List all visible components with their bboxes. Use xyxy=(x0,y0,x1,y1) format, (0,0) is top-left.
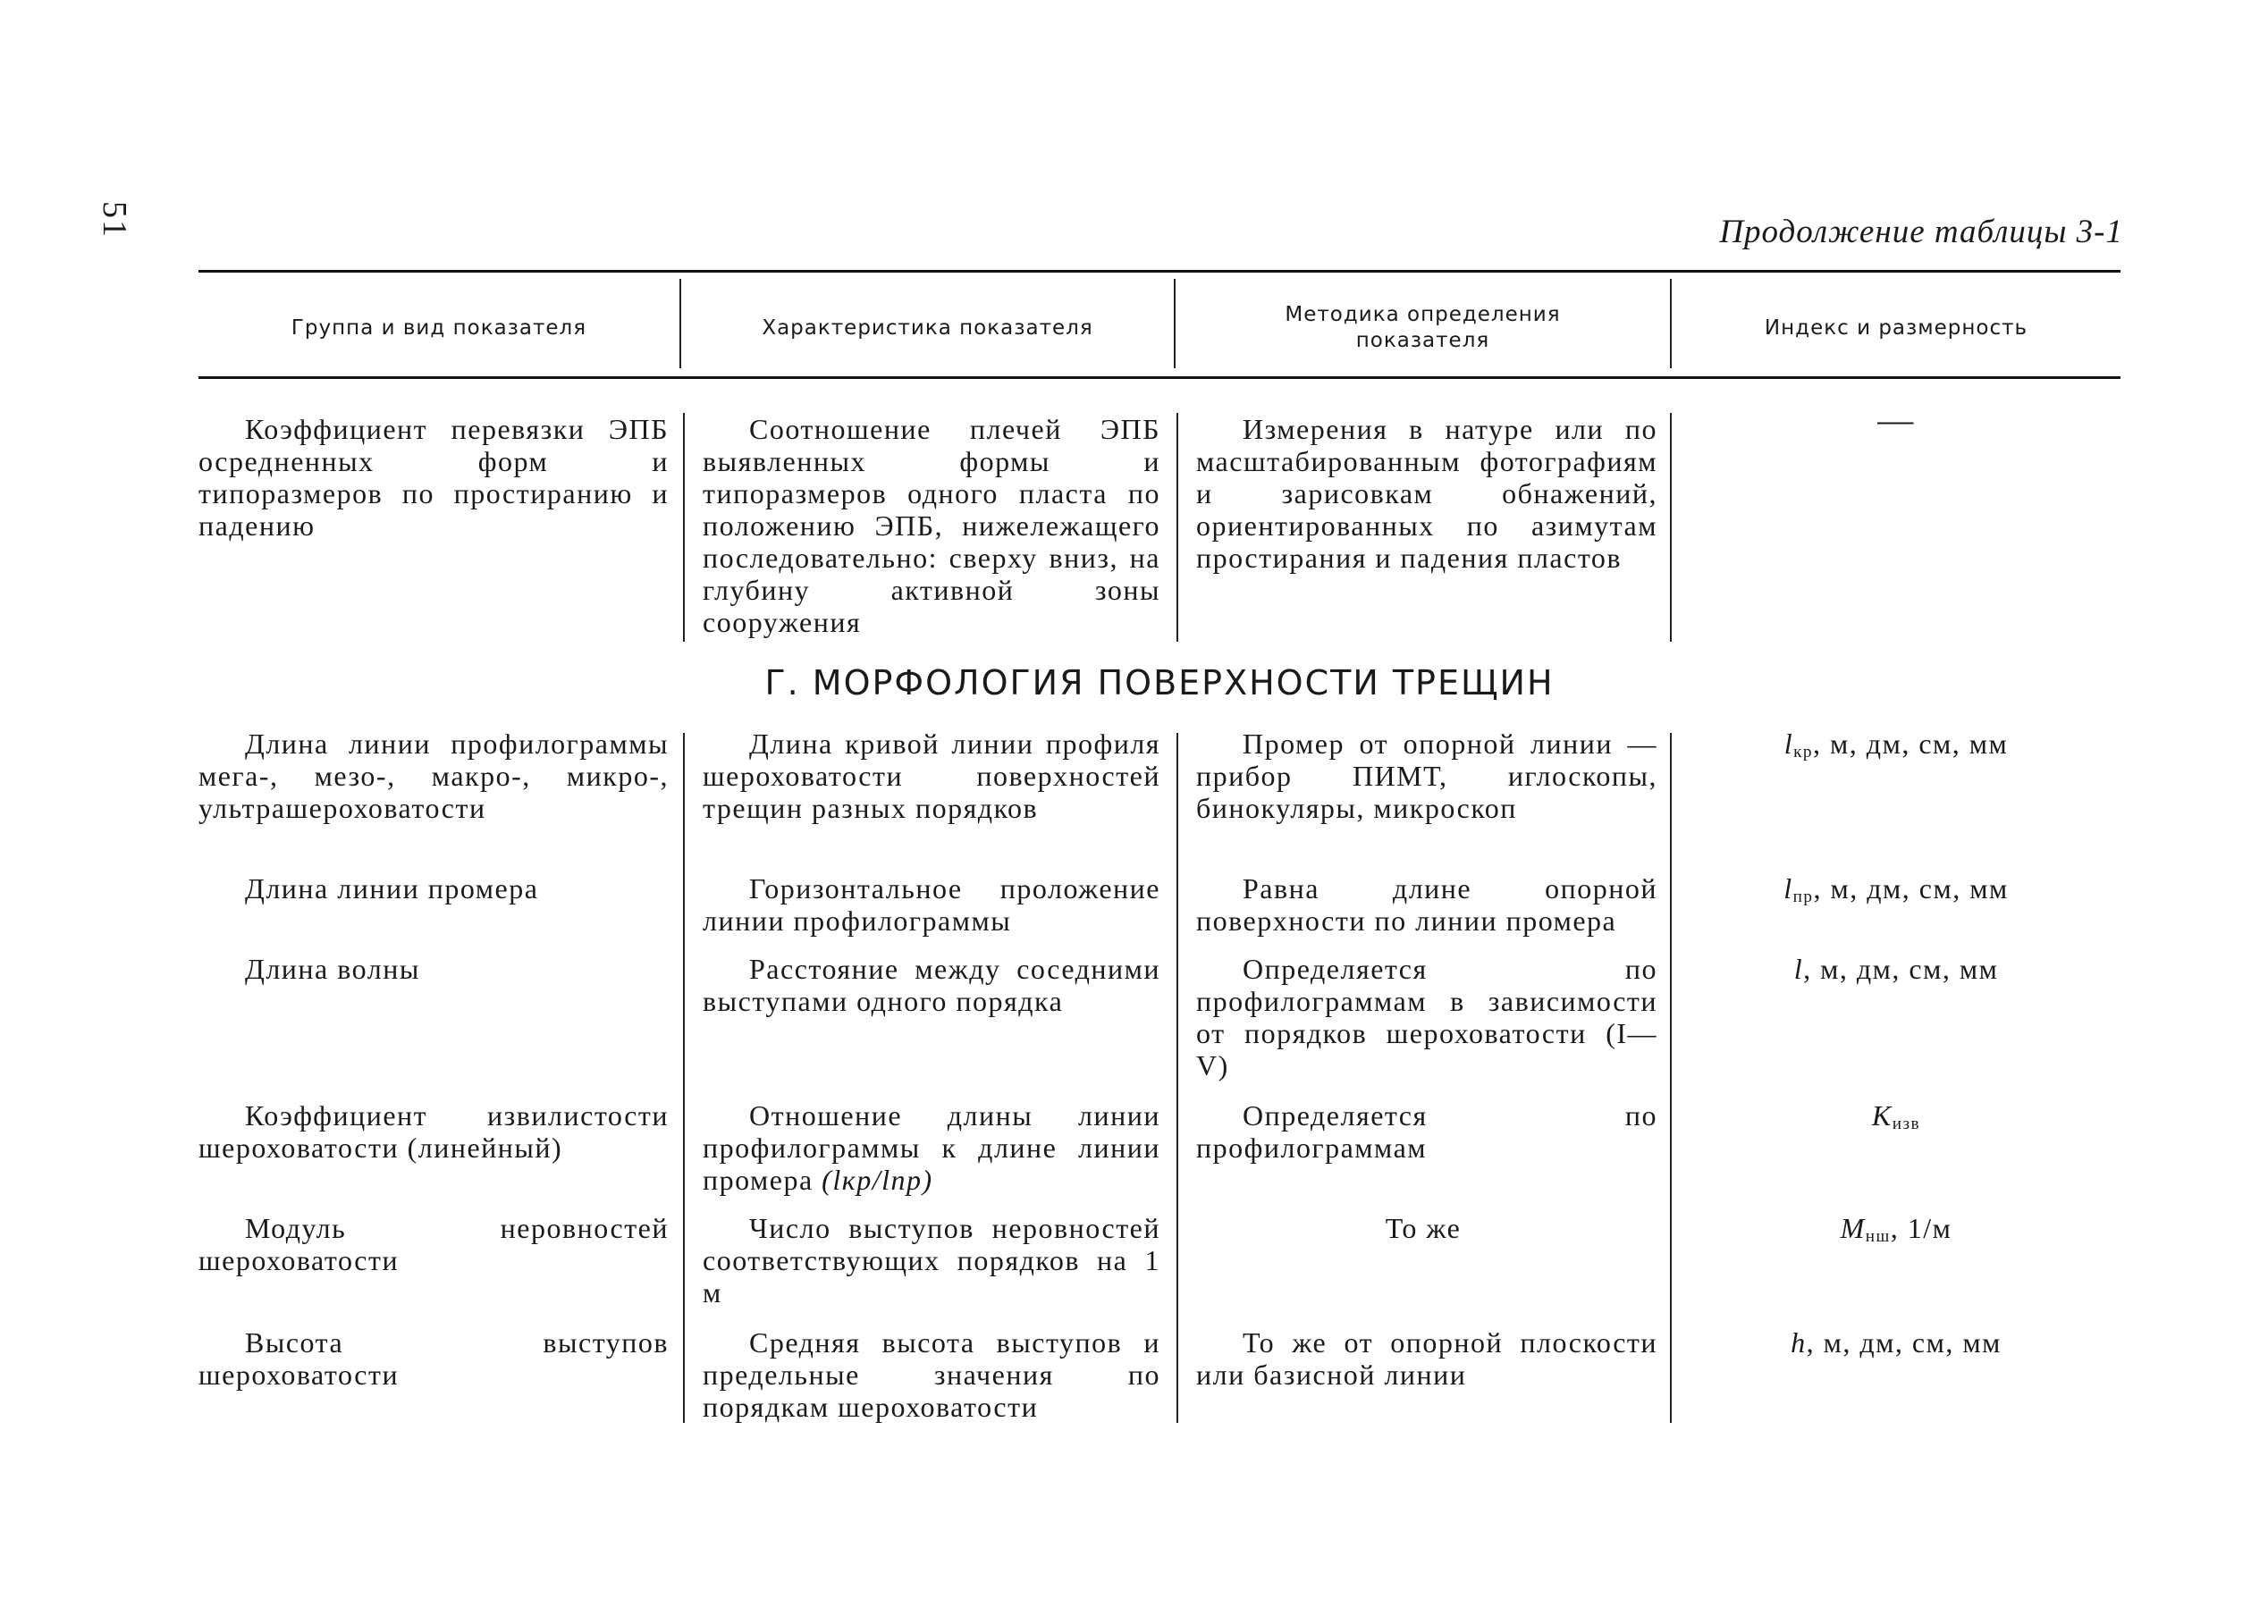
table-cell-method: Измерения в натуре или по масштабированным фотографиям и зарисовкам обнажений, ориентированных по азимутам простирания и падения пластов xyxy=(1196,413,1657,574)
table-cell-characteristic: Расстояние между соседними выступами одного порядка xyxy=(703,953,1160,1017)
table-cell-index: $l_{кр}$, м, дм, см, мм xyxy=(1783,728,2009,762)
column-header-method: Методика определения показателя xyxy=(1285,303,1561,352)
table-cell-method: Промер от опорной линии — прибор ПИМТ, иглоскопы, бинокуляры, микроскоп xyxy=(1196,728,1657,824)
column-divider xyxy=(1670,733,1672,1423)
table-cell-method: Равна длине опорной поверхности по линии промера xyxy=(1196,872,1657,937)
column-divider xyxy=(1176,733,1178,1423)
table-cell-characteristic: Средняя высота выступов и предельные значения по порядкам шероховатости xyxy=(703,1326,1160,1423)
table-cell-characteristic: Длина кривой линии профиля шероховатости поверхностей трещин разных порядков xyxy=(703,728,1160,824)
table-cell-group: Высота выступов шероховатости xyxy=(198,1326,669,1391)
column-divider xyxy=(683,733,685,1423)
header-bottom-rule xyxy=(198,376,2120,379)
column-divider xyxy=(1670,413,1672,642)
table-cell-group: Модуль неровностей шероховатости xyxy=(198,1212,669,1276)
table-cell-index: $M_{нш}$, 1/м xyxy=(1840,1212,1952,1246)
table-caption: Продолжение таблицы 3-1 xyxy=(1719,214,2123,250)
table-cell-characteristic: Число выступов неровностей соответствующих порядков на 1 м xyxy=(703,1212,1160,1308)
ratio-formula: (lкр/lпр) xyxy=(822,1164,933,1196)
table-cell-group: Коэффициент извилистости шероховатости (линейный) xyxy=(198,1099,669,1164)
table-cell-characteristic: Соотношение плечей ЭПБ выявленных формы и типоразмеров одного пласта по положению ЭПБ, нижележащего последовательно: сверху вниз, на глубину активной зоны сооружения xyxy=(703,413,1160,638)
table-cell-index: l, м, дм, см, мм xyxy=(1793,953,1999,985)
table-top-rule xyxy=(198,270,2120,273)
table-cell-method: То же xyxy=(1385,1212,1462,1244)
table-cell-characteristic: Горизонтальное проложение линии профилограммы xyxy=(703,872,1160,937)
table-cell-index: h, м, дм, см, мм xyxy=(1791,1326,2002,1359)
table-cell-method: То же от опорной плоскости или базисной линии xyxy=(1196,1326,1657,1391)
table-cell-method: Определяется по профилограммам в зависимости от порядков шероховатости (I—V) xyxy=(1196,953,1657,1081)
column-header-index: Индекс и размерность xyxy=(1764,316,2028,340)
table-cell-group: Коэффициент перевязки ЭПБ осредненных форм и типоразмеров по простиранию и падению xyxy=(198,413,669,542)
table-cell-group: Длина линии профилограммы мега-, мезо-, макро-, микро-, ультрашероховатости xyxy=(198,728,669,824)
table-cell-index: $K_{изв}$ xyxy=(1871,1099,1921,1133)
table-cell-index: — xyxy=(1877,400,1915,440)
table-cell-group: Длина линии промера xyxy=(245,872,539,905)
table-cell-method: Определяется по профилограммам xyxy=(1196,1099,1657,1164)
section-title: Г. МОРФОЛОГИЯ ПОВЕРХНОСТИ ТРЕЩИН xyxy=(764,663,1555,703)
column-header-group: Группа и вид показателя xyxy=(291,316,587,340)
column-divider xyxy=(683,413,685,642)
table-cell-characteristic: Отношение длины линии профилограммы к длине линии промера (lкр/lпр) xyxy=(703,1099,1160,1196)
column-header-characteristic: Характеристика показателя xyxy=(762,316,1093,340)
table-cell-group: Длина волны xyxy=(245,953,420,985)
column-divider xyxy=(1176,413,1178,642)
table-cell-index: $l_{пр}$, м, дм, см, мм xyxy=(1783,872,2009,906)
page-number: 51 xyxy=(96,201,133,239)
